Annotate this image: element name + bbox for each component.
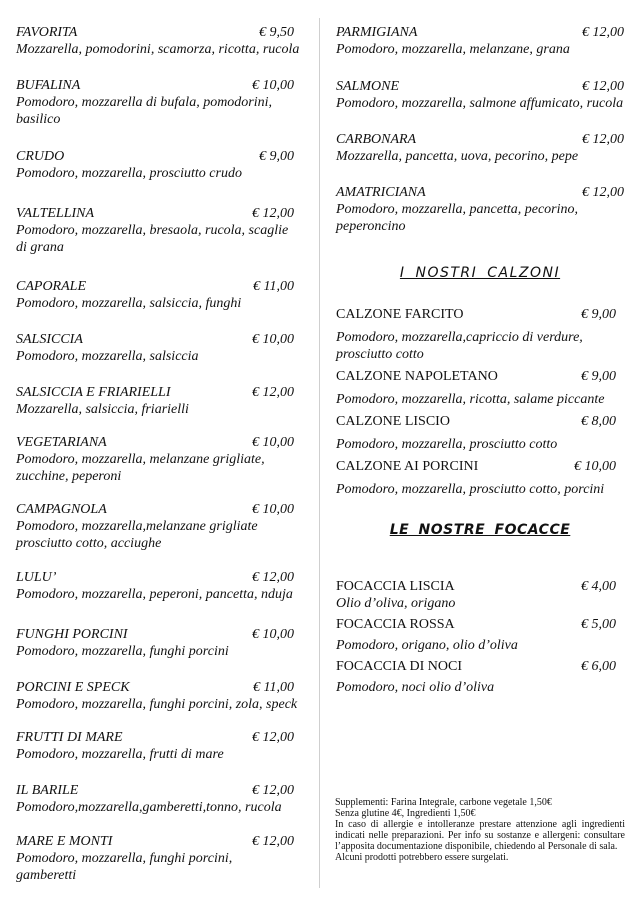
item-name: SALSICCIA [16,332,83,347]
item-name: CALZONE AI PORCINI [336,459,479,474]
menu-item [336,306,624,363]
item-name: CARBONARA [336,132,417,147]
item-name: CRUDO [16,149,65,164]
item-price: € 12,00 [582,79,624,94]
item-name: SALSICCIA E FRIARIELLI [16,385,171,400]
item-name: CALZONE LISCIO [336,414,450,429]
item-description: Pomodoro, noci olio d’oliva [336,680,495,695]
menu-item [16,782,302,816]
item-price: € 8,00 [581,414,616,429]
item-price: € 12,00 [252,570,294,585]
item-price: € 12,00 [582,132,624,147]
column-divider [319,18,320,888]
item-description: Pomodoro, origano, olio d’oliva [336,638,518,653]
item-price: € 10,00 [252,332,294,347]
menu-item [336,368,624,408]
item-name: VEGETARIANA [16,435,107,450]
item-description: Pomodoro, mozzarella, ricotta, salame piccante [336,392,605,407]
item-description: Mozzarella, pancetta, uova, pecorino, pepe [336,149,579,164]
item-name: FRUTTI DI MARE [16,730,123,745]
item-name: CALZONE NAPOLETANO [336,369,498,384]
item-price: € 12,00 [252,783,294,798]
item-description: Pomodoro, mozzarella,melanzane grigliate prosciutto cotto, acciughe [16,519,258,551]
item-description: Pomodoro, mozzarella, funghi porcini, gamberetti [16,851,233,883]
item-name: CALZONE FARCITO [336,307,464,322]
left-column [16,24,302,884]
menu-item [16,24,302,58]
item-description: Pomodoro, mozzarella, salsiccia [16,349,199,364]
item-name: FOCACCIA LISCIA [336,579,455,594]
menu-item [16,679,302,713]
item-price: € 10,00 [574,459,616,474]
item-description: Mozzarella, salsiccia, friarielli [16,402,189,417]
menu-item [16,729,302,763]
item-name: CAMPAGNOLA [16,502,107,517]
menu-item [16,434,302,485]
item-price: € 9,00 [581,369,616,384]
menu-item [16,501,302,552]
item-price: € 12,00 [252,730,294,745]
item-description: Pomodoro, mozzarella, salmone affumicato, rucola [336,96,624,111]
item-description: Pomodoro, mozzarella, frutti di mare [16,747,224,762]
menu-item [336,658,624,696]
item-name: VALTELLINA [16,206,95,221]
menu-item [16,833,302,884]
item-price: € 11,00 [253,279,294,294]
menu-item [16,205,302,256]
frozen-note: Alcuni prodotti potrebbero essere surgelati. [335,852,509,863]
item-description: Mozzarella, pomodorini, scamorza, ricotta, rucola [16,42,300,57]
item-price: € 10,00 [252,78,294,93]
gluten-free-note: Senza glutine 4€, Ingredienti 1,50€ [335,808,476,819]
item-description: Pomodoro, mozzarella, peperoni, pancetta, nduja [16,587,293,602]
item-price: € 10,00 [252,627,294,642]
menu-item [336,458,624,498]
allergies-note: In caso di allergie e intolleranze prestare attenzione agli ingredienti indicati nelle preparazioni. Per info su sostanze e allergeni: consultare l’apposita documentazione disponibile, chiedendo al Personale di sala. [335,819,625,852]
item-name: SALMONE [336,79,399,94]
item-name: FOCACCIA ROSSA [336,617,455,632]
item-price: € 10,00 [252,502,294,517]
item-price: € 11,00 [253,680,294,695]
focacce-section-title: LE NOSTRE FOCACCE [389,522,571,538]
item-description: Pomodoro, mozzarella, salsiccia, funghi [16,296,242,311]
item-description: Pomodoro, mozzarella, funghi porcini [16,644,229,659]
item-description: Pomodoro, mozzarella, prosciutto cotto, porcini [336,482,605,497]
menu-item [16,278,302,312]
menu-item [336,24,624,58]
menu-item [16,626,302,660]
item-price: € 10,00 [252,435,294,450]
item-name: PORCINI E SPECK [16,680,130,695]
item-name: PARMIGIANA [336,25,418,40]
item-name: CAPORALE [16,279,86,294]
menu-item [16,77,302,128]
item-name: MARE E MONTI [16,834,113,849]
menu-item [336,578,624,612]
item-price: € 9,50 [259,25,294,40]
item-description: Pomodoro, mozzarella, prosciutto crudo [16,166,242,181]
menu-item [16,331,302,365]
item-description: Pomodoro, mozzarella, prosciutto cotto [336,437,558,452]
item-price: € 12,00 [252,385,294,400]
item-name: BUFALINA [16,78,81,93]
item-name: AMATRICIANA [336,185,426,200]
item-name: IL BARILE [16,783,79,798]
item-name: FUNGHI PORCINI [16,627,128,642]
menu-item [16,384,302,418]
item-name: FOCACCIA DI NOCI [336,659,463,674]
item-description: Pomodoro, mozzarella, melanzane, grana [336,42,570,57]
item-price: € 12,00 [582,185,624,200]
item-price: € 5,00 [581,617,616,632]
item-name: FAVORITA [16,25,78,40]
footnotes [335,797,625,863]
right-column [336,24,624,696]
item-price: € 12,00 [252,834,294,849]
supplements-note: Supplementi: Farina Integrale, carbone vegetale 1,50€ [335,797,552,808]
calzoni-section-title: I NOSTRI CALZONI [399,265,561,281]
item-price: € 9,00 [259,149,294,164]
item-description: Olio d’oliva, origano [336,596,456,611]
item-description: Pomodoro,mozzarella,gamberetti,tonno, rucola [16,800,282,815]
item-price: € 12,00 [252,206,294,221]
menu-item [336,184,624,235]
menu-item [16,148,302,182]
item-name: LULU’ [16,570,57,585]
item-price: € 9,00 [581,307,616,322]
item-price: € 12,00 [582,25,624,40]
item-description: Pomodoro, mozzarella, melanzane grigliate, zucchine, peperoni [16,452,265,484]
menu-item [336,413,624,453]
menu-item [336,78,624,112]
item-description: Pomodoro, mozzarella, pancetta, pecorino, peperoncino [336,202,578,234]
item-description: Pomodoro, mozzarella di bufala, pomodorini, basilico [16,95,273,127]
item-description: Pomodoro, mozzarella, bresaola, rucola, scaglie di grana [16,223,289,255]
menu-item [16,569,302,603]
menu-item [336,616,624,654]
item-description: Pomodoro, mozzarella,capriccio di verdure, prosciutto cotto [336,330,583,362]
item-price: € 4,00 [581,579,616,594]
item-description: Pomodoro, mozzarella, funghi porcini, zola, speck [16,697,298,712]
item-price: € 6,00 [581,659,616,674]
menu-item [336,131,624,165]
